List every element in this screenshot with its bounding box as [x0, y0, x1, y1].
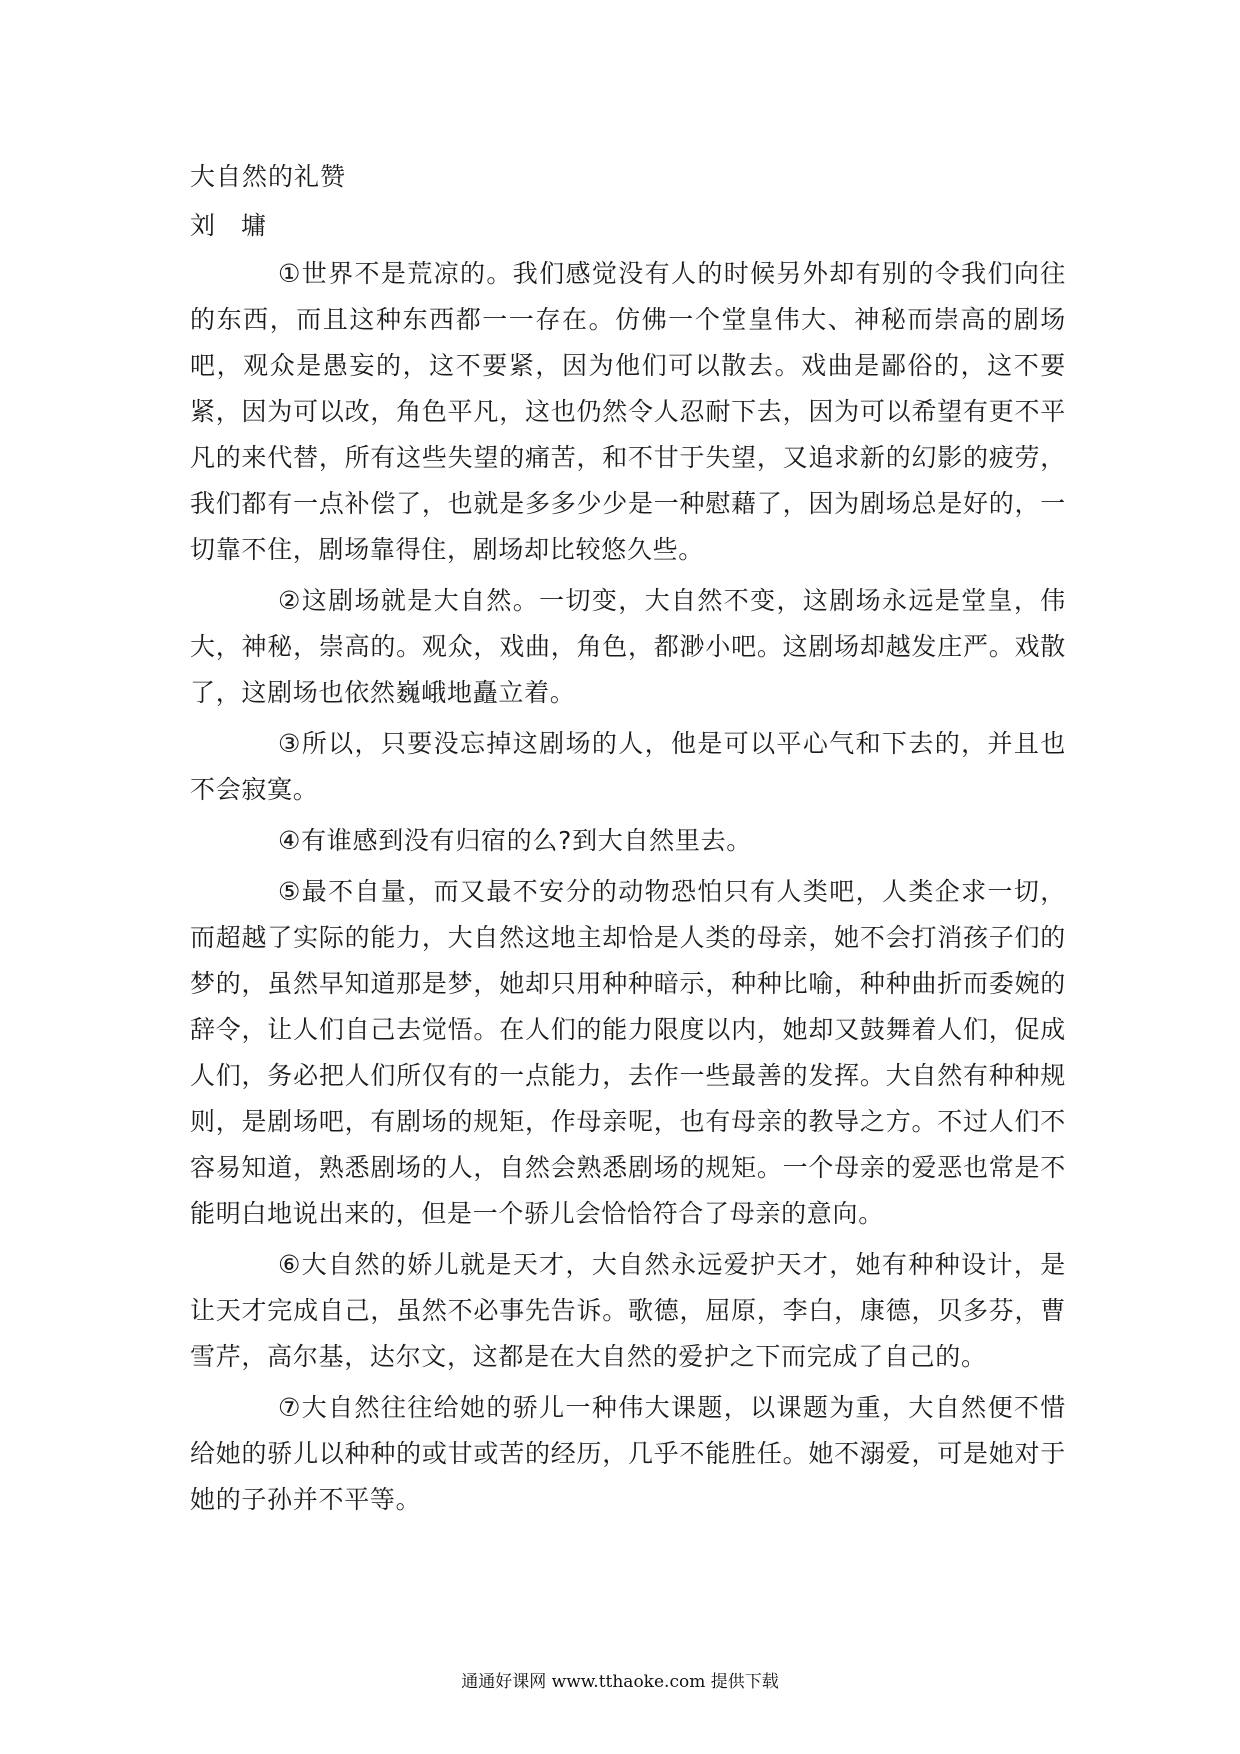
- author-name: [190, 209, 266, 243]
- paragraph-3: ③所以，只要没忘掉这剧场的人，他是可以平心气和下去的，并且也不会寂寞。: [190, 729, 1066, 804]
- author-family-name: 墉: [241, 211, 267, 240]
- paragraph-1: ①世界不是荒凉的。我们感觉没有人的时候另外却有别的令我们向往的东西，而且这种东西都一一存在。仿佛一个堂皇伟大、神秘而崇高的剧场吧，观众是愚妄的，这不要紧，因为他们可以散去。戏曲是鄙俗的，这不要紧，因为可以改，角色平凡，这也仍然令人忍耐下去，因为可以希望有更不平凡的来代替，所有这些失望的痛苦，和不甘于失望，又追求新的幻影的疲劳，我们都有一点补偿了，也就是多多少少是一种慰藉了，因为剧场总是好的，一切靠不住，剧场靠得住，剧场却比较悠久些。: [190, 259, 1066, 564]
- article-body: [190, 251, 1066, 1528]
- paragraph-7: ⑦大自然往往给她的骄儿一种伟大课题，以课题为重，大自然便不惜给她的骄儿以种种的或甘或苦的经历，几乎不能胜任。她不溺爱，可是她对于她的子孙并不平等。: [190, 1393, 1066, 1514]
- paragraph-2: ②这剧场就是大自然。一切变，大自然不变，这剧场永远是堂皇，伟大，神秘，崇高的。观众，戏曲，角色，都渺小吧。这剧场却越发庄严。戏散了，这剧场也依然巍峨地矗立着。: [190, 586, 1066, 707]
- article-title: 大自然的礼赞: [190, 162, 347, 191]
- paragraph-4: ④有谁感到没有归宿的么?到大自然里去。: [278, 826, 752, 855]
- page-footer: 通通好课网 www.tthaoke.com 提供下载: [461, 1672, 779, 1692]
- paragraph-5: ⑤最不自量，而又最不安分的动物恐怕只有人类吧，人类企求一切，而超越了实际的能力，大自然这地主却恰是人类的母亲，她不会打消孩子们的梦的，虽然早知道那是梦，她却只用种种暗示，种种比喻，种种曲折而委婉的辞令，让人们自己去觉悟。在人们的能力限度以内，她却又鼓舞着人们，促成人们，务必把人们所仅有的一点能力，去作一些最善的发挥。大自然有种种规则，是剧场吧，有剧场的规矩，作母亲呢，也有母亲的教导之方。不过人们不容易知道，熟悉剧场的人，自然会熟悉剧场的规矩。一个母亲的爱恶也常是不能明白地说出来的，但是一个骄儿会恰恰符合了母亲的意向。: [190, 877, 1066, 1228]
- paragraph-6: ⑥大自然的娇儿就是天才，大自然永远爱护天才，她有种种设计，是让天才完成自己，虽然不必事先告诉。歌德，屈原，李白，康德，贝多芬，曹雪芹，高尔基，达尔文，这都是在大自然的爱护之下而完成了自己的。: [190, 1250, 1066, 1371]
- author-given-name: 刘: [190, 211, 216, 240]
